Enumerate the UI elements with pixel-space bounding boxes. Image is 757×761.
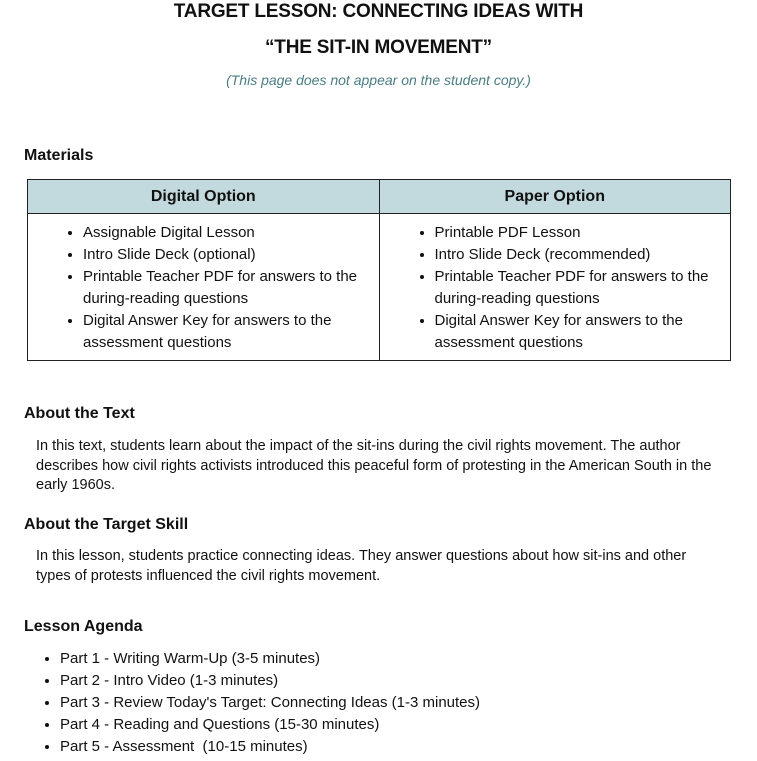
list-item: • Part 5 - Assessment (10-15 minutes): [60, 736, 480, 758]
list-item: • Part 3 - Review Today's Target: Connecting Ideas (1-3 minutes): [60, 692, 480, 714]
about-skill-body: In this lesson, students practice connecting ideas. They answer questions about how sit-ins and other types of protests influenced the civil rights movement.: [36, 548, 687, 584]
list-item: • Printable Teacher PDF for answers to the during-reading questions: [83, 266, 369, 310]
list-item: • Part 1 - Writing Warm-Up (3-5 minutes): [60, 648, 480, 670]
list-item: • Assignable Digital Lesson: [83, 222, 369, 244]
list-item: • Intro Slide Deck (optional): [83, 244, 369, 266]
paper-option-cell: [379, 214, 731, 361]
agenda-heading: Lesson Agenda: [24, 618, 143, 635]
materials-heading: Materials: [24, 147, 94, 164]
about-text-heading: About the Text: [24, 405, 135, 422]
page-title-line2: “THE SIT-IN MOVEMENT”: [265, 37, 492, 58]
list-item: • Digital Answer Key for answers to the assessment questions: [435, 310, 721, 354]
page-title-line1: TARGET LESSON: CONNECTING IDEAS WITH: [173, 1, 584, 22]
paper-option-header: Paper Option: [379, 180, 731, 214]
page-subtitle: (This page does not appear on the student copy.): [226, 72, 531, 88]
list-item: • Printable Teacher PDF for answers to the during-reading questions: [435, 266, 721, 310]
materials-table: [27, 179, 731, 361]
digital-option-cell: [28, 214, 380, 361]
list-item: • Printable PDF Lesson: [435, 222, 721, 244]
about-skill-heading: About the Target Skill: [24, 516, 189, 533]
list-item: • Part 2 - Intro Video (1-3 minutes): [60, 670, 480, 692]
list-item: • Part 4 - Reading and Questions (15-30 minutes): [60, 714, 480, 736]
list-item: • Intro Slide Deck (recommended): [435, 244, 721, 266]
digital-option-header: Digital Option: [28, 180, 380, 214]
agenda-list: [0, 648, 480, 758]
list-item: • Digital Answer Key for answers to the assessment questions: [83, 310, 369, 354]
about-text-body: In this text, students learn about the impact of the sit-ins during the civil rights movement. The author describes how civil rights activists introduced this peaceful form of protesting in the American South in the early 1960s.: [36, 438, 712, 493]
